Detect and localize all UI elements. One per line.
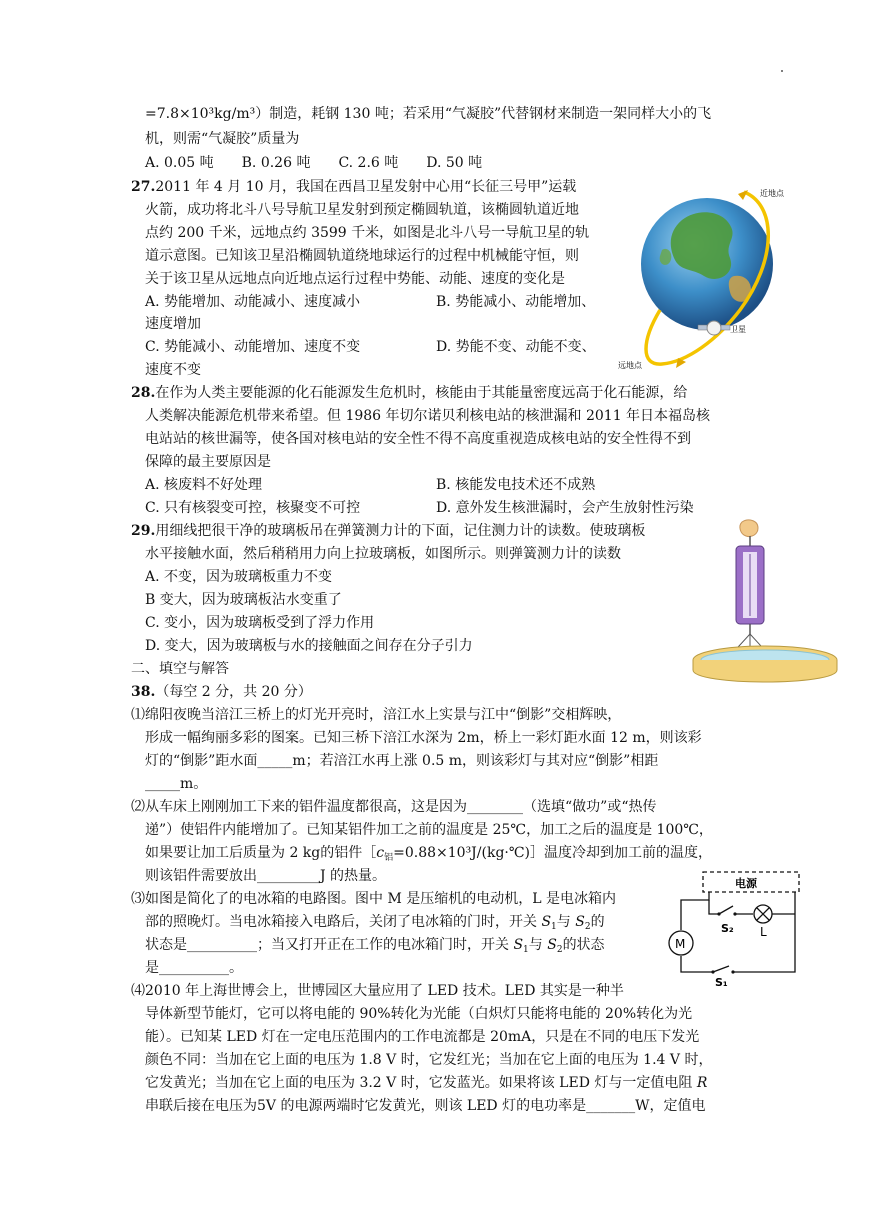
q38-p2-line3: 如果要让加工后质量为 2 kg的铝件$[c_铝=0.88\times 10^3J/(kg\cdot℃)]$温度冷却到加工前的温度， [145,845,712,863]
question-number: 28. [131,385,156,401]
label-apogee: 远地点 [618,361,642,370]
q27-option-d: D. 势能不变、动能不变、 [436,339,596,355]
q28-text-4: 保障的最主要原因是 [145,454,271,470]
q27-option-b-cont: 速度增加 [145,316,201,332]
q28-option-d: D. 意外发生核泄漏时，会产生放射性污染 [436,500,694,516]
q38-p3-line2: 部的照晚灯。当电冰箱接入电路后，关闭了电冰箱的门时，开关 $S_1$与 $S_2$的 [145,914,605,932]
q38-p1-line3: 灯的“倒影”距水面_____m；若涪江水再上涨 0.5 m，则该彩灯与其对应“倒影”相距 [145,753,659,769]
q38-p4-line1: ⑷2010 年上海世博会上，世博园区大量应用了 LED 技术。LED 其实是一种半 [131,983,624,999]
q38-p3-line3: 状态是__________；当又打开正在工作的电冰箱门时，开关 $S_1$与 $S_2$的状态 [145,937,605,955]
q29-text-2: 水平接触水面，然后稍稍用力向上拉玻璃板，如图所示。则弹簧测力计的读数 [145,546,621,562]
q27-text-5: 关于该卫星从远地点向近地点运行过程中势能、动能、速度的变化是 [145,271,565,287]
fridge-circuit-figure [655,868,805,986]
spring-scale-figure [690,518,840,683]
satellite-orbit-figure [612,180,792,370]
q28-text-2: 人类解决能源危机带来希望。但 1986 年切尔诺贝利核电站的核泄漏和 2011 年日本福岛核 [145,408,711,424]
q38-p3-line4: 是__________。 [145,960,243,976]
page-mark [781,70,783,72]
q26-line2: 机，则需“气凝胶”质量为 [145,131,300,147]
q28-option-b: B. 核能发电技术还不成熟 [436,477,596,493]
q38-p1-line1: ⑴绵阳夜晚当涪江三桥上的灯光开亮时，涪江水上实景与江中“倒影”交相辉映， [131,707,622,723]
label-s2: S₂ [721,922,734,935]
q27-option-d-cont: 速度不变 [145,362,201,378]
switch-s2 [719,906,733,914]
q27-text-2: 火箭，成功将北斗八号导航卫星发射到预定椭圆轨道，该椭圆轨道近地 [145,202,579,218]
q27-option-c: C. 势能减小、动能增加、速度不变 [145,339,361,355]
q38-p4-line3: 能）。已知某 LED 灯在一定电压范围内的工作电流都是 20mA，只是在不同的电压下发光 [145,1029,700,1045]
q28-text-1: 28.在作为人类主要能源的化石能源发生危机时，核能由于其能量密度远高于化石能源，给 [131,385,688,401]
q28-option-c: C. 只有核裂变可控，核聚变不可控 [145,500,361,516]
question-number: 38. [131,684,156,700]
label-perigee: 近地点 [760,189,784,198]
q29-option-c: C. 变小，因为玻璃板受到了浮力作用 [145,615,375,631]
q29-text-1: 29.用细线把很干净的玻璃板吊在弹簧测力计的下面，记住测力计的读数。使玻璃板 [131,523,646,539]
label-satellite: 卫星 [730,325,746,334]
q38-p1-line4: _____m。 [145,776,208,792]
q27-text-3: 点约 200 千米，远地点约 3599 千米，如图是北斗八号一导航卫星的轨 [145,225,590,241]
hand-icon [740,520,758,537]
question-number: 29. [131,523,156,539]
q29-option-b: B 变大，因为玻璃板沾水变重了 [145,592,342,608]
q27-option-a: A. 势能增加、动能减小、速度减小 [145,294,361,310]
q38-p3-line1: ⑶如图是简化了的电冰箱的电路图。图中 M 是压缩机的电动机，L 是电冰箱内 [131,891,616,907]
q28-option-a: A. 核废料不好处理 [145,477,263,493]
q38-p2-line4: 则该铝件需要放出_________J 的热量。 [145,868,387,884]
q28-text-3: 电站站的核世漏等，使各国对核电站的安全性不得不高度重视造成核电站的安全性得不到 [145,431,691,447]
q38-p1-line2: 形成一幅绚丽多彩的图案。已知三桥下涪江水深为 2m，桥上一彩灯距水面 12 m，则该彩 [145,730,702,746]
q38-p4-line5: 它发黄光；当加在它上面的电压为 3.2 V 时，它发蓝光。如果将该 LED 灯与一定值电阻 R [145,1075,708,1091]
q27-option-b: B. 势能减小、动能增加、 [436,294,596,310]
q26-options: A. 0.05 吨 B. 0.26 吨 C. 2.6 吨 D. 50 吨 [145,155,483,171]
q29-option-d: D. 变大，因为玻璃板与水的接触面之间存在分子引力 [145,638,473,654]
q38-p4-line2: 导体新型节能灯，它可以将电能的 90%转化为光能（白炽灯只能将电能的 20%转化为光 [145,1006,693,1022]
q38-p4-line6: 串联后接在电压为5V 的电源两端时它发黄光，则该 LED 灯的电功率是_______W，定值电 [145,1098,706,1114]
q27-text-1: 27.2011 年 4 月 10 月，我国在西昌卫星发射中心用“长征三号甲”运载 [131,179,577,195]
switch-s1 [713,966,729,972]
q26-line1: =7.8×10³kg/m³）制造，耗钢 130 吨；若采用“气凝胶”代替钢材来制造一架同样大小的飞 [145,106,712,122]
q38-p2-line1: ⑵从车床上刚刚加工下来的铝件温度都很高，这是因为________（选填“做功”或“热传 [131,799,657,815]
label-power: 电源 [735,877,757,890]
q38-p4-line4: 颜色不同：当加在它上面的电压为 1.8 V 时，它发红光；当加在它上面的电压为 1.4 V 时， [145,1052,713,1068]
q38-heading: 38.（每空 2 分，共 20 分） [131,684,312,700]
section-title: 二、填空与解答 [131,661,229,677]
label-s1: S₁ [715,976,728,986]
question-number: 27. [131,179,156,195]
label-lamp: L [760,925,767,939]
label-motor: M [675,937,686,951]
q27-text-4: 道示意图。已知该卫星沿椭圆轨道绕地球运行的过程中机械能守恒，则 [145,248,579,264]
q38-p2-line2: 递”）使铝件内能增加了。已知某铝件加工之前的温度是 25℃，加工之后的温度是 100℃， [145,822,713,838]
q29-option-a: A. 不变，因为玻璃板重力不变 [145,569,333,585]
